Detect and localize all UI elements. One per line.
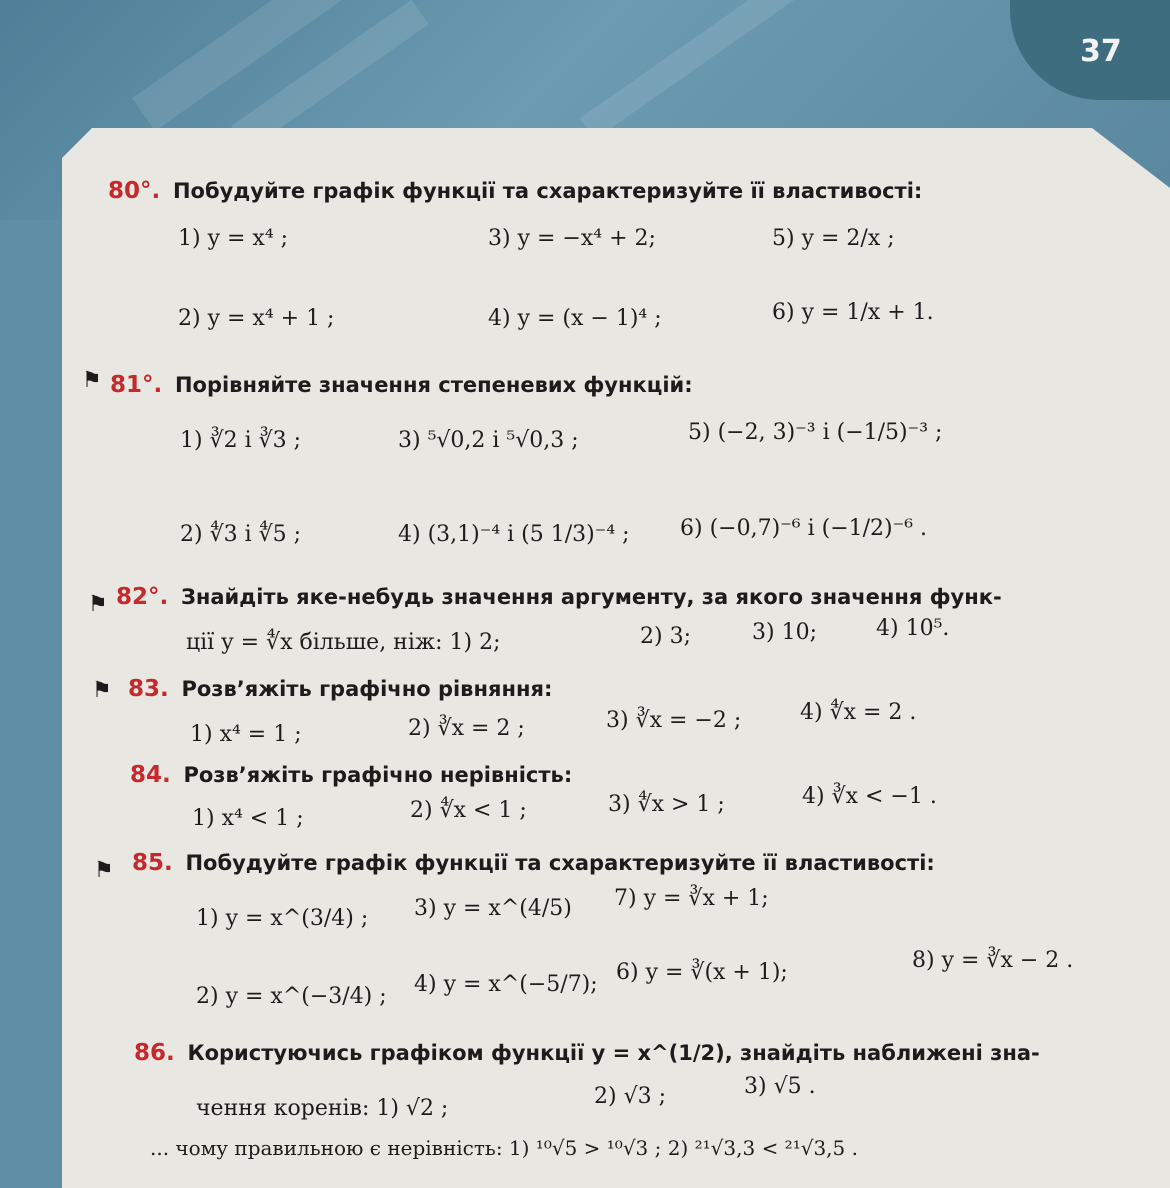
exercise-86-header: [134, 1040, 1040, 1066]
exercise-item: 6) y = 1/x + 1.: [772, 300, 934, 325]
exercise-title: Розв’яжіть графічно рівняння:: [181, 677, 553, 701]
exercise-item: 3) y = −x⁴ + 2;: [488, 226, 656, 251]
exercise-82-header: [116, 584, 1002, 610]
exercise-item: 3) √5 .: [744, 1074, 816, 1099]
exercise-number: 80°.: [108, 178, 161, 204]
exercise-number: 86.: [134, 1040, 175, 1066]
exercise-number: 83.: [128, 676, 169, 702]
exercise-number: 81°.: [110, 372, 163, 398]
exercise-item: 1) ∛2 і ∛3 ;: [180, 428, 302, 453]
flag-marker-icon: ⚑: [88, 592, 108, 617]
exercise-item: 1) x⁴ = 1 ;: [190, 722, 302, 747]
exercise-item: 2) ∛x = 2 ;: [408, 716, 525, 741]
exercise-item: 2) y = x⁴ + 1 ;: [178, 306, 335, 331]
exercise-item: 3) ∜x > 1 ;: [608, 792, 725, 817]
exercise-number: 84.: [130, 762, 171, 788]
flag-marker-icon: ⚑: [82, 368, 102, 393]
exercise-item: 1) y = x⁴ ;: [178, 226, 289, 251]
exercise-item: 2) ∜3 і ∜5 ;: [180, 522, 302, 547]
exercise-87-partial: ... чому правильною є нерівність: 1) ¹⁰√5 > ¹⁰√3 ; 2) ²¹√3,3 < ²¹√3,5 .: [150, 1136, 858, 1160]
exercise-title: Побудуйте графік функції та схарактеризуйте її властивості:: [172, 179, 923, 203]
exercise-item: 2) y = x^(−3/4) ;: [196, 984, 387, 1009]
exercise-item: 6) y = ∛(x + 1);: [616, 960, 788, 985]
exercise-item: 2) √3 ;: [594, 1084, 666, 1109]
exercise-item: 3) y = x^(4/5): [414, 896, 572, 921]
exercise-title: Розв’яжіть графічно нерівність:: [183, 763, 573, 787]
exercise-85-header: [132, 850, 935, 876]
exercise-item: 3) ⁵√0,2 і ⁵√0,3 ;: [398, 428, 579, 453]
exercise-item: 3) 10;: [752, 620, 817, 645]
exercise-title: Користуючись графіком функції y = x^(1/2), знайдіть наближені зна-: [187, 1041, 1040, 1065]
exercise-title: Порівняйте значення степеневих функцій:: [174, 373, 693, 397]
exercise-item: 8) y = ∛x − 2 .: [912, 948, 1074, 973]
exercise-83-header: [128, 676, 552, 702]
exercise-item: 2) ∜x < 1 ;: [410, 798, 527, 823]
exercise-item: 4) y = x^(−5/7);: [414, 972, 598, 997]
exercise-number: 85.: [132, 850, 173, 876]
exercise-item: 1) x⁴ < 1 ;: [192, 806, 304, 831]
exercise-item: 6) (−0,7)⁻⁶ і (−1/2)⁻⁶ .: [680, 516, 928, 541]
exercise-item: 4) 10⁵.: [876, 616, 950, 641]
exercise-81-header: [110, 372, 693, 398]
page-number: 37: [1080, 34, 1122, 69]
exercise-item: 4) (3,1)⁻⁴ і (5 1/3)⁻⁴ ;: [398, 522, 630, 547]
exercise-item: 4) y = (x − 1)⁴ ;: [488, 306, 662, 331]
exercise-item: 2) 3;: [640, 624, 691, 649]
exercise-item: 4) ∛x < −1 .: [802, 784, 937, 809]
exercise-item: 5) (−2, 3)⁻³ і (−1/5)⁻³ ;: [688, 420, 943, 445]
flag-marker-icon: ⚑: [92, 678, 112, 703]
textbook-page: [62, 128, 1170, 1188]
exercise-84-header: [130, 762, 572, 788]
exercise-item: 5) y = 2/x ;: [772, 226, 895, 251]
exercise-80-header: [108, 178, 922, 204]
exercise-item: 1) y = x^(3/4) ;: [196, 906, 369, 931]
flag-marker-icon: ⚑: [94, 858, 114, 883]
exercise-number: 82°.: [116, 584, 169, 610]
exercise-title: Побудуйте графік функції та схарактеризуйте її властивості:: [185, 851, 935, 875]
exercise-item: 3) ∛x = −2 ;: [606, 708, 742, 733]
exercise-title: Знайдіть яке-небудь значення аргументу, за якого значення функ-: [180, 585, 1002, 609]
exercise-text: ції y = ∜x більше, ніж: 1) 2;: [186, 630, 501, 655]
exercise-item: 4) ∜x = 2 .: [800, 700, 917, 725]
exercise-text: чення коренів: 1) √2 ;: [196, 1096, 449, 1121]
exercise-item: 7) y = ∛x + 1;: [614, 886, 769, 911]
